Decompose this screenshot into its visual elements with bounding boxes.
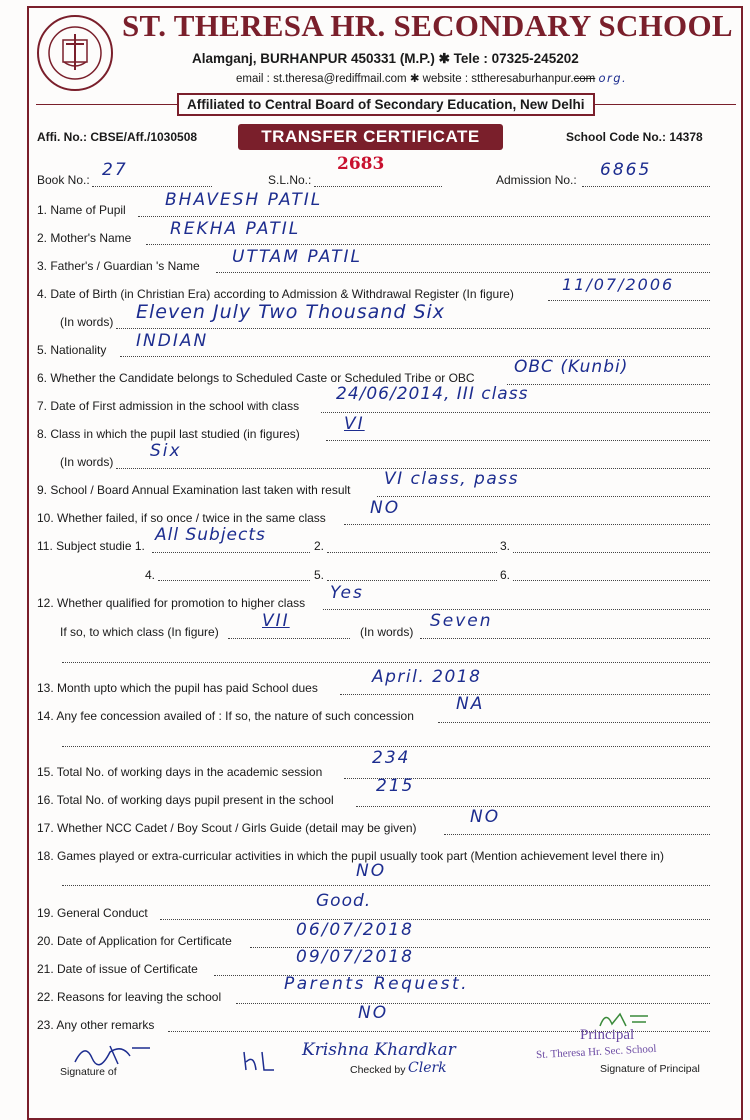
subject-1-line [152,552,310,553]
website-handwritten-correction: org. [598,71,628,85]
dob-figure-line [548,300,710,301]
leaving-reason-line [236,1003,710,1004]
days-present-label: 16. Total No. of working days pupil present in the school [37,793,334,807]
exam-result-label: 9. School / Board Annual Examination last taken with result [37,483,351,497]
exam-result-value: VI class, pass [384,469,519,489]
book-no-value: 27 [102,160,128,180]
pupil-name-line [138,216,710,217]
clerk-name-signature: Krishna Khardkar [302,1040,456,1060]
certificate-title: TRANSFER CERTIFICATE [238,124,503,150]
concession-label: 14. Any fee concession availed of : If so, the nature of such concession [37,709,414,723]
school-address: Alamganj, BURHANPUR 450331 (M.P.) ✱ Tele : 07325-245202 [192,51,579,66]
promotion-class-words-value: Seven [430,611,493,631]
conduct-label: 19. General Conduct [37,906,148,920]
working-days-value: 234 [372,748,411,768]
subject-4-line [158,580,310,581]
checked-by-label: Checked by [350,1064,406,1076]
last-class-words-value: Six [150,441,182,461]
remarks-value: NO [358,1003,389,1023]
school-name: ST. THERESA HR. SECONDARY SCHOOL [122,8,733,43]
nationality-label: 5. Nationality [37,343,107,357]
admission-no-value: 6865 [600,160,652,180]
last-class-words-label: (In words) [60,455,114,469]
caste-value: OBC (Kunbi) [514,357,629,377]
working-days-label: 15. Total No. of working days in the academic session [37,765,323,779]
principal-signature-label: Signature of Principal [600,1063,700,1075]
father-name-value: UTTAM PATIL [232,247,363,267]
admission-no-label: Admission No.: [496,173,577,187]
issue-date-label: 21. Date of issue of Certificate [37,962,198,976]
days-present-line [356,806,710,807]
sl-no-line [314,186,442,187]
website-text: ✱ website : sttheresaburhanpur. [409,73,574,85]
last-class-value: VI [344,414,365,434]
caste-line [507,384,710,385]
clerk-initials-icon [240,1048,280,1074]
promotion-class-words-label: (In words) [360,625,414,639]
concession-line [438,722,710,723]
subject-3-line [513,552,710,553]
days-present-value: 215 [376,776,415,796]
blank-line-12 [62,662,710,663]
first-admission-line [321,412,710,413]
dob-words-value: Eleven July Two Thousand Six [136,301,446,323]
subject-4-number: 4. [145,568,156,582]
failed-label: 10. Whether failed, if so once / twice in the same class [37,511,326,525]
caste-label: 6. Whether the Candidate belongs to Scheduled Caste or Scheduled Tribe or OBC [37,371,475,385]
subject-5-line [327,580,497,581]
dob-words-line [116,328,710,329]
conduct-line [160,919,710,920]
promotion-class-figure-label: If so, to which class (In figure) [60,625,219,639]
subject-6-line [513,580,710,581]
subjects-label: 11. Subject studie 1. [37,539,145,553]
subject-3-number: 3. [500,539,511,553]
left-signature-icon [70,1038,160,1068]
blank-line-14 [62,746,710,747]
nationality-value: INDIAN [136,331,209,351]
activities-line [62,885,710,886]
remarks-label: 23. Any other remarks [37,1018,155,1032]
left-signature-label: Signature of [60,1066,117,1078]
dob-figure-label: 4. Date of Birth (in Christian Era) according to Admission & Withdrawal Register (In figure) [37,287,514,301]
pupil-name-value: BHAVESH PATIL [165,190,323,210]
activities-value: NO [356,861,387,881]
pupil-name-label: 1. Name of Pupil [37,203,126,217]
conduct-value: Good. [316,891,372,911]
first-admission-value: 24/06/2014, III class [336,384,529,404]
father-name-label: 3. Father's / Guardian 's Name [37,259,200,273]
concession-value: NA [456,694,485,714]
dues-value: April. 2018 [372,667,482,687]
failed-value: NO [370,498,401,518]
book-no-label: Book No.: [37,173,90,187]
mother-name-value: REKHA PATIL [170,219,301,239]
subject-2-line [327,552,497,553]
subject-6-number: 6. [500,568,511,582]
book-no-line [92,186,212,187]
subject-1-value: All Subjects [155,525,266,545]
failed-line [344,524,710,525]
application-date-value: 06/07/2018 [296,920,414,940]
leaving-reason-value: Parents Request. [284,974,470,994]
school-contact [236,71,627,85]
dob-figure-value: 11/07/2006 [562,275,675,294]
principal-handwritten: Principal [580,1027,635,1043]
school-seal-icon [36,14,114,92]
website-struck-text: com [573,73,596,85]
first-admission-label: 7. Date of First admission in the school with class [37,399,300,413]
ncc-value: NO [470,807,501,827]
leaving-reason-label: 22. Reasons for leaving the school [37,990,222,1004]
last-class-line [326,440,710,441]
dues-line [340,694,710,695]
application-date-label: 20. Date of Application for Certificate [37,934,232,948]
school-stamp: St. Theresa Hr. Sec. School [535,1042,657,1062]
ncc-label: 17. Whether NCC Cadet / Boy Scout / Girls Guide (detail may be given) [37,821,417,835]
ncc-line [444,834,710,835]
clerk-role-signature: Clerk [408,1060,447,1076]
promotion-class-figure-value: VII [262,611,290,631]
sl-no-value: 2683 [337,154,385,174]
mother-name-line [146,244,710,245]
affiliation-number: Affi. No.: CBSE/Aff./1030508 [37,130,198,144]
dues-label: 13. Month upto which the pupil has paid School dues [37,681,318,695]
email-text: email : st.theresa@rediffmail.com [236,73,407,85]
promotion-class-words-line [420,638,710,639]
subject-2-number: 2. [314,539,325,553]
promotion-label: 12. Whether qualified for promotion to higher class [37,596,306,610]
exam-result-line [377,496,710,497]
mother-name-label: 2. Mother's Name [37,231,132,245]
subject-5-number: 5. [314,568,325,582]
issue-date-value: 09/07/2018 [296,947,414,967]
promotion-value: Yes [330,583,364,603]
promotion-line [323,609,710,610]
activities-label: 18. Games played or extra-curricular activities in which the pupil usually took part (Mention achievement level there in) [37,849,664,863]
last-class-label: 8. Class in which the pupil last studied (in figures) [37,427,300,441]
school-code: School Code No.: 14378 [566,130,703,144]
admission-no-line [582,186,710,187]
sl-no-label: S.L.No.: [268,173,312,187]
affiliation-banner: Affiliated to Central Board of Secondary Education, New Delhi [177,93,595,116]
promotion-class-figure-line [228,638,350,639]
father-name-line [216,272,710,273]
dob-words-label: (In words) [60,315,114,329]
